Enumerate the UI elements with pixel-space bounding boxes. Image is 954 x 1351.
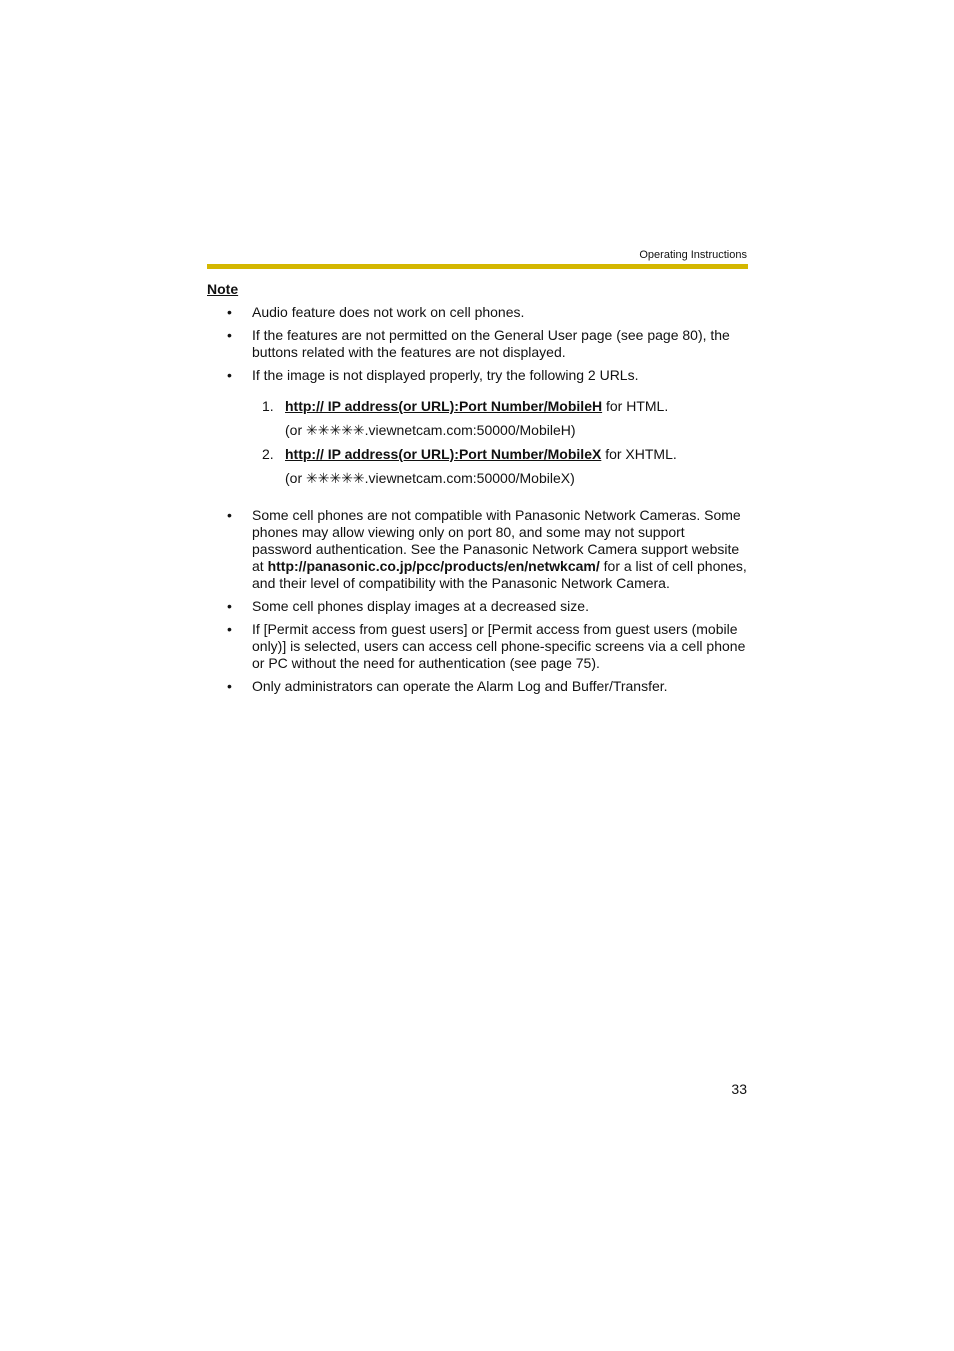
list-item [207, 367, 748, 384]
running-header: Operating Instructions [639, 249, 747, 261]
page-number: 33 [731, 1081, 747, 1097]
list-item [207, 304, 748, 321]
bullet-text: Audio feature does not work on cell phones. [252, 304, 525, 320]
item-number: 2. [262, 446, 274, 462]
bullet-icon: • [227, 621, 232, 637]
list-item [207, 507, 748, 592]
bullet-icon: • [227, 304, 232, 320]
bullet-icon: • [227, 598, 232, 614]
bullet-text: If the image is not displayed properly, try the following 2 URLs. [252, 367, 639, 383]
alt-url-xhtml: (or ✳✳✳✳✳.viewnetcam.com:50000/MobileX) [285, 470, 575, 486]
header-rule [207, 264, 748, 269]
url-item-html [207, 398, 748, 415]
bullet-text: If [Permit access from guest users] or [Permit access from guest users (mobile only)] is selected, users can access cell phone-specific screens via a cell phone or PC without the need for authentication (see page 75). [252, 621, 746, 671]
bullet-text: for a list of cell phones, and their level of compatibility with the Panasonic Network Camera. [252, 558, 747, 591]
list-item [207, 621, 748, 672]
mobile-xhtml-url[interactable]: http:// IP address(or URL):Port Number/MobileX [285, 446, 602, 462]
bullet-icon: • [227, 507, 232, 523]
list-item [207, 678, 748, 695]
item-number: 1. [262, 398, 274, 414]
url-item-xhtml [207, 446, 748, 463]
list-item [207, 598, 748, 615]
bullet-icon: • [227, 367, 232, 383]
bullet-icon: • [227, 327, 232, 343]
url-suffix: for HTML. [602, 398, 669, 414]
mobile-html-url[interactable]: http:// IP address(or URL):Port Number/MobileH [285, 398, 603, 414]
note-list [207, 304, 748, 701]
support-website-link[interactable]: http://panasonic.co.jp/pcc/products/en/netwkcam/ [267, 558, 600, 574]
bullet-text: Only administrators can operate the Alarm Log and Buffer/Transfer. [252, 678, 668, 694]
bullet-text: If the features are not permitted on the General User page (see page 80), the buttons related with the features are not displayed. [252, 327, 730, 360]
url-list [207, 398, 748, 487]
list-item [207, 327, 748, 361]
bullet-icon: • [227, 678, 232, 694]
bullet-text: Some cell phones display images at a decreased size. [252, 598, 589, 614]
bullet-text: Some cell phones are not compatible with Panasonic Network Cameras. Some phones may allow viewing only on port 80, and some may not support password authentication. See the Panasonic Network Camera support website at [252, 507, 741, 574]
url-suffix: for XHTML. [601, 446, 677, 462]
alt-url-html: (or ✳✳✳✳✳.viewnetcam.com:50000/MobileH) [285, 422, 576, 438]
note-heading: Note [207, 281, 239, 297]
